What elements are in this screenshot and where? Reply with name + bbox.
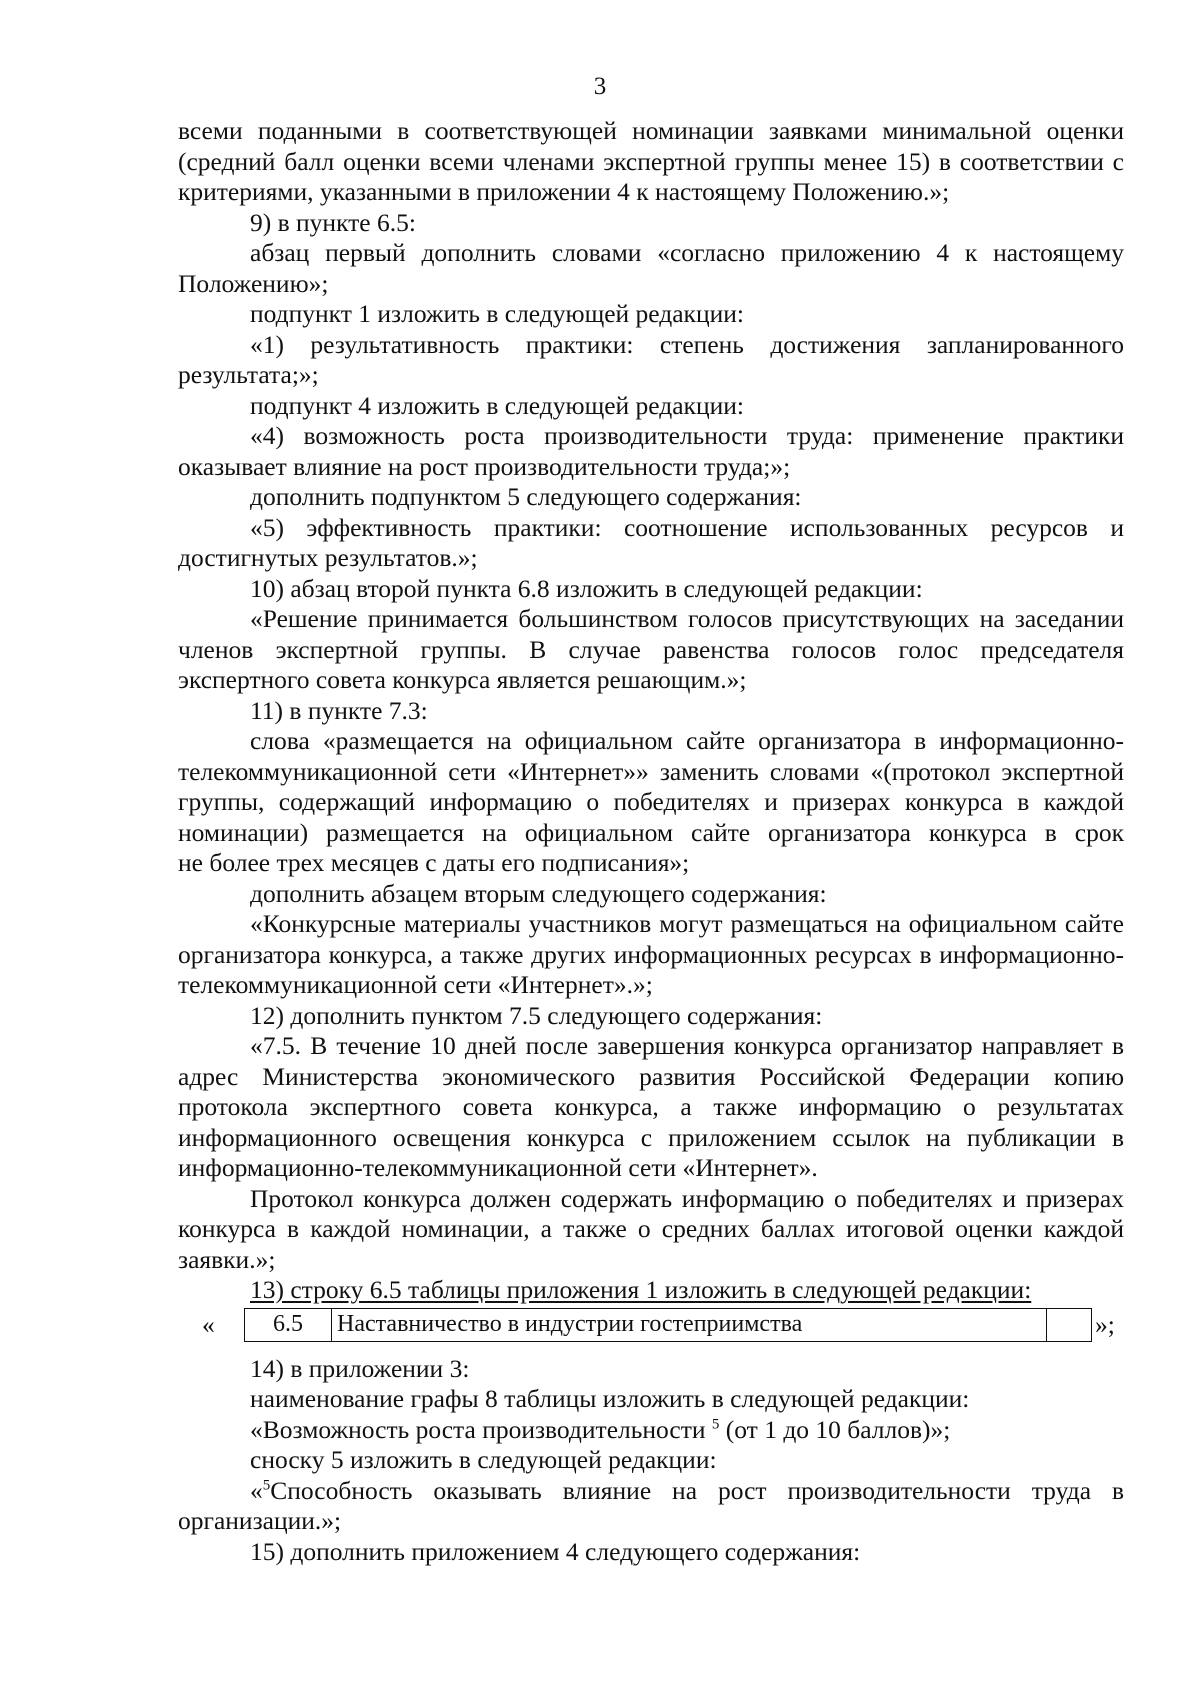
table-row-6-5 (244, 1308, 1092, 1342)
document-body (178, 116, 1124, 1567)
paragraph: не более трех месяцев с даты его подписания»; (178, 848, 690, 877)
paragraph: 9) в пункте 6.5: (250, 207, 416, 237)
close-quote: »; (1095, 1309, 1115, 1339)
paragraph: слова «размещается на официальном сайте организатора в информационно-телекоммуникационной сети «Интернет»» заменить словами «(протокол экспертной группы, содержащий информацию о победителях и призерах конкурса в каждой номинации) размещается на официальном сайте организатора конкурса в срок (178, 726, 1124, 847)
paragraph: «Решение принимается большинством голосов присутствующих на заседании членов экспертной группы. В случае равенства голосов голос председателя экспертного совета конкурса является решающим.»; (178, 604, 1124, 694)
text-fragment: (от 1 до 10 баллов)»; (725, 1414, 951, 1444)
paragraph: всеми поданными в соответствующей номинации заявками минимальной оценки (средний балл оценки всеми членами экспертной группы менее 15) в соответствии с критериями, указанными в приложении 4 к настоящему Положению.»; (178, 116, 1124, 206)
paragraph: сноску 5 изложить в следующей редакции: (250, 1445, 717, 1474)
table-cell-empty (1047, 1308, 1092, 1341)
paragraph: подпункт 1 изложить в следующей редакции: (250, 299, 744, 328)
paragraph: 14) в приложении 3: (250, 1353, 470, 1383)
paragraph: 13) строку 6.5 таблицы приложения 1 изложить в следующей редакции: (250, 1275, 1032, 1304)
paragraph: «Конкурсные материалы участников могут размещаться на официальном сайте организатора конкурса, а также других информационных ресурсах в информационно-телекоммуникационной сети «Интернет».»; (178, 909, 1124, 999)
table-cell-number: 6.5 (245, 1308, 332, 1341)
table-row (245, 1308, 1092, 1341)
table-cell-title: Наставничество в индустрии гостеприимства (332, 1308, 1047, 1341)
table-row-block (178, 1308, 1124, 1346)
page-number: 3 (593, 73, 607, 100)
footnote-marker: 5 (711, 1416, 720, 1432)
paragraph: наименование графы 8 таблицы изложить в следующей редакции: (250, 1384, 970, 1413)
paragraph: дополнить абзацем вторым следующего содержания: (250, 878, 827, 908)
paragraph: абзац первый дополнить словами «согласно приложению 4 к настоящему Положению»; (178, 238, 1124, 298)
paragraph: «7.5. В течение 10 дней после завершения конкурса организатор направляет в адрес Министерства экономического развития Российской Федерации копию протокола экспертного совета конкурса, а также информацию о результатах информационного освещения конкурса с приложением ссылок на публикации в информационно-телекоммуникационной сети «Интернет». (178, 1031, 1124, 1182)
paragraph: подпункт 4 изложить в следующей редакции: (250, 390, 744, 420)
paragraph: дополнить подпунктом 5 следующего содержания: (250, 482, 802, 511)
paragraph (178, 1476, 1124, 1537)
text-fragment: «Возможность роста производительности (250, 1414, 706, 1444)
footnote-marker: 5 (262, 1477, 271, 1493)
paragraph: 15) дополнить приложением 4 следующего содержания: (250, 1536, 861, 1566)
paragraph: 12) дополнить пунктом 7.5 следующего содержания: (250, 1000, 823, 1030)
paragraph: Протокол конкурса должен содержать информацию о победителях и призерах конкурса в каждой номинации, а также о средних баллах итоговой оценки каждой заявки.»; (178, 1183, 1124, 1274)
open-quote: « (202, 1309, 215, 1339)
paragraph: «1) результативность практики: степень достижения запланированного результата;»; (178, 329, 1124, 389)
paragraph: «5) эффективность практики: соотношение использованных ресурсов и достигнутых результатов.»; (178, 512, 1124, 572)
text-fragment: « (250, 1475, 263, 1505)
paragraph: 10) абзац второй пункта 6.8 изложить в следующей редакции: (250, 573, 923, 603)
text-fragment: Способность оказывать влияние на рост производительности труда в организации.»; (178, 1475, 1124, 1535)
paragraph (178, 1415, 1124, 1446)
paragraph: «4) возможность роста производительности труда: применение практики оказывает влияние на рост производительности труда;»; (178, 421, 1124, 481)
paragraph: 11) в пункте 7.3: (250, 695, 428, 725)
